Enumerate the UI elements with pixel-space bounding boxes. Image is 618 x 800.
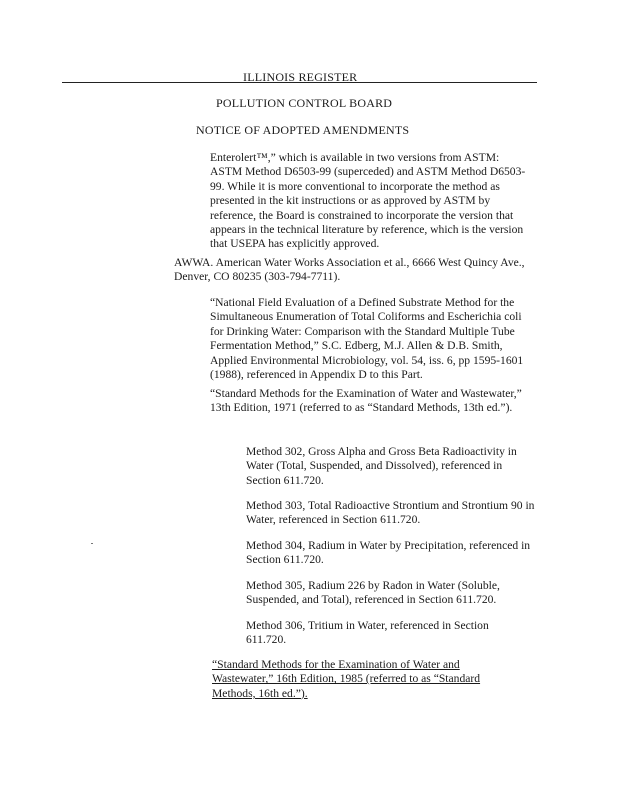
method-302-paragraph: Method 302, Gross Alpha and Gross Beta Radioactivity in Water (Total, Suspended, and Dissolved), referenced in Section 611.720.	[246, 445, 517, 487]
method-304-paragraph: Method 304, Radium in Water by Precipitation, referenced in Section 611.720.	[246, 539, 531, 567]
method-305-paragraph: Method 305, Radium 226 by Radon in Water (Soluble, Suspended, and Total), referenced in Section 611.720.	[246, 579, 500, 607]
board-title: POLLUTION CONTROL BOARD	[216, 96, 393, 110]
std-methods-16-paragraph: “Standard Methods for the Examination of Water and Wastewater,” 16th Edition, 1985 (referred to as “Standard Methods, 16th ed.”).	[212, 658, 481, 700]
std-methods-13-paragraph: “Standard Methods for the Examination of Water and Wastewater,” 13th Edition, 1971 (referred to as “Standard Methods, 13th ed.”).	[210, 387, 522, 415]
awwa-paragraph: AWWA. American Water Works Association et al., 6666 West Quincy Ave., Denver, CO 80235 (303-794-7711).	[174, 256, 525, 284]
margin-mark	[91, 543, 93, 544]
notice-title: NOTICE OF ADOPTED AMENDMENTS	[196, 123, 410, 137]
method-303-paragraph: Method 303, Total Radioactive Strontium and Strontium 90 in Water, referenced in Section 611.720.	[246, 499, 535, 527]
enterolert-paragraph: Enterolert™,” which is available in two versions from ASTM: ASTM Method D6503-99 (superceded) and ASTM Method D6503-99. While it is more conventional to incorporate the method as presented in the kit instructions or as approved by ASTM by reference, the Board is constrained to incorporate the version that appears in the technical literature by reference, which is the version that USEPA has explicitly approved.	[210, 151, 526, 251]
register-title: ILLINOIS REGISTER	[243, 70, 358, 84]
national-field-paragraph: “National Field Evaluation of a Defined Substrate Method for the Simultaneous Enumeration of Total Coliforms and Escherichia coli for Drinking Water: Comparison with the Standard Multiple Tube Fermentation Method,” S.C. Edberg, M.J. Allen & D.B. Smith, Applied Environmental Microbiology, vol. 54, iss. 6, pp 1595-1601 (1988), referenced in Appendix D to this Part.	[210, 296, 524, 382]
method-306-paragraph: Method 306, Tritium in Water, referenced in Section 611.720.	[246, 619, 489, 647]
